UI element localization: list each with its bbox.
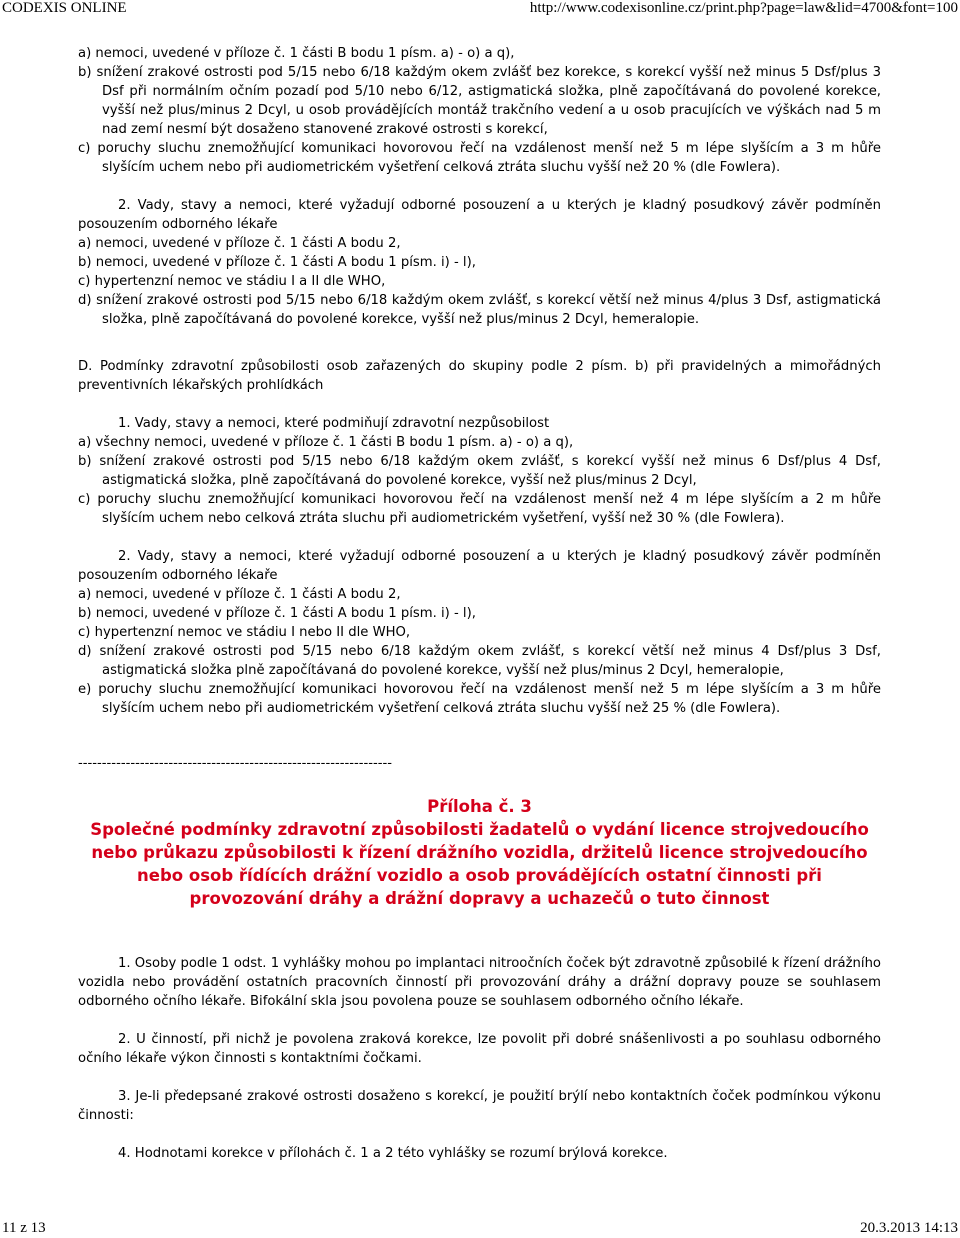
list-item: e) poruchy sluchu znemožňující komunikaci hovorovou řečí na vzdálenost menší než 5 m lépe slyšícím a 3 m hůře slyšícím uchem nebo při audiometrickém vyšetření celková ztráta sluchu vyšší než 25 % (dle Fowlera). [78, 682, 881, 716]
annex-label: Příloha č. 3 [427, 797, 532, 816]
annex-title: Společné podmínky zdravotní způsobilosti žadatelů o vydání licence strojvedoucího nebo průkazu způsobilosti k řízení drážního vozidla, držitelů licence strojvedoucího nebo osob řídících drážní vozidlo a osob provádějících ostatní činnosti při provozování dráhy a drážní dopravy a uchazečů o tuto činnost [90, 820, 869, 908]
section-heading: 2. Vady, stavy a nemoci, které vyžadují odborné posouzení a u kterých je kladný posudkový závěr podmíněn posouzením odborného lékaře [78, 198, 881, 232]
print-header [0, 0, 960, 20]
list-item: a) nemoci, uvedené v příloze č. 1 části A bodu 2, [78, 236, 401, 251]
list-item: a) nemoci, uvedené v příloze č. 1 části A bodu 2, [78, 587, 401, 602]
subsection-heading: 1. Vady, stavy a nemoci, které podmiňují zdravotní nezpůsobilost [118, 416, 550, 431]
list-item: b) nemoci, uvedené v příloze č. 1 části A bodu 1 písm. i) - l), [78, 255, 476, 270]
list-item: b) snížení zrakové ostrosti pod 5/15 nebo 6/18 každým okem zvlášť bez korekce, s korekcí vyšší než minus 5 Dsf/plus 3 Dsf při normálním očním pozadí pod 5/10 nebo 6/12, astigmatická složka, plně započítávaná do povolené korekce, vyšší než plus/minus 2 Dcyl, u osob provádějících montáž trakčního vedení a u osob pracujících ve výškách nad 5 m nad zemí nesmí být dosaženo stanovené zrakové ostrosti s korekcí, [78, 65, 881, 137]
list-item: b) snížení zrakové ostrosti pod 5/15 nebo 6/18 každým okem zvlášť, s korekcí vyšší než minus 6 Dsf/plus 4 Dsf, astigmatická složka, plně započítávaná do povolené korekce, vyšší než plus/minus 2 Dcyl, [78, 454, 881, 488]
subsection-heading: 2. Vady, stavy a nemoci, které vyžadují odborné posouzení a u kterých je kladný posudkový závěr podmíněn posouzením odborného lékaře [78, 549, 881, 583]
list-item: c) hypertenzní nemoc ve stádiu I a II dle WHO, [78, 274, 386, 289]
print-footer [0, 1220, 960, 1238]
list-item: c) hypertenzní nemoc ve stádiu I nebo II dle WHO, [78, 625, 411, 640]
print-datetime: 20.3.2013 14:13 [860, 1220, 958, 1236]
list-item: c) poruchy sluchu znemožňující komunikaci hovorovou řečí na vzdálenost menší než 4 m lépe slyšícím a 2 m hůře slyšícím uchem nebo celková ztráta sluchu při audiometrickém vyšetření, vyšší než 30 % (dle Fowlera). [78, 492, 881, 526]
list-item: a) všechny nemoci, uvedené v příloze č. 1 části B bodu 1 písm. a) - o) a q), [78, 435, 574, 450]
paragraph: 2. U činností, při nichž je povolena zraková korekce, lze povolit při dobré snášenlivosti a po souhlasu odborného očního lékaře výkon činnosti s kontaktními čočkami. [78, 1032, 881, 1066]
list-item: d) snížení zrakové ostrosti pod 5/15 nebo 6/18 každým okem zvlášť, s korekcí větší než minus 4 Dsf/plus 3 Dsf, astigmatická složka plně započítávaná do povolené korekce, vyšší než plus/minus 2 Dcyl, hemeralopie, [78, 644, 881, 678]
document-body [78, 44, 881, 1163]
paragraph: 1. Osoby podle 1 odst. 1 vyhlášky mohou po implantaci nitroočních čoček být zdravotně způsobilé k řízení drážního vozidla nebo provádění ostatních pracovních činností při provozování dráhy a drážní dopravy pouze se souhlasem odborného očního lékaře. Bifokální skla jsou povolena pouze se souhlasem odborného očního lékaře. [78, 956, 881, 1009]
list-item: d) snížení zrakové ostrosti pod 5/15 nebo 6/18 každým okem zvlášť, s korekcí větší než minus 4/plus 3 Dsf, astigmatická složka, plně započítávaná do povolené korekce, vyšší než plus/minus 2 Dcyl, hemeralopie. [78, 293, 881, 327]
site-name: CODEXIS ONLINE [2, 0, 127, 16]
page-number: 11 z 13 [2, 1220, 46, 1236]
separator-line: ------------------------------------------------------------------ [78, 756, 393, 771]
list-item: a) nemoci, uvedené v příloze č. 1 části B bodu 1 písm. a) - o) a q), [78, 46, 515, 61]
paragraph: 3. Je-li předepsané zrakové ostrosti dosaženo s korekcí, je použití brýlí nebo kontaktních čoček podmínkou výkonu činnosti: [78, 1089, 881, 1123]
section-heading: D. Podmínky zdravotní způsobilosti osob zařazených do skupiny podle 2 písm. b) při pravidelných a mimořádných preventivních lékařských prohlídkách [78, 359, 881, 393]
paragraph: 4. Hodnotami korekce v přílohách č. 1 a 2 této vyhlášky se rozumí brýlová korekce. [118, 1146, 668, 1161]
page-url: http://www.codexisonline.cz/print.php?page=law&lid=4700&font=100 [529, 0, 958, 16]
list-item: c) poruchy sluchu znemožňující komunikaci hovorovou řečí na vzdálenost menší než 5 m lépe slyšícím a 3 m hůře slyšícím uchem nebo při audiometrickém vyšetření celková ztráta sluchu vyšší než 20 % (dle Fowlera). [78, 141, 881, 175]
list-item: b) nemoci, uvedené v příloze č. 1 části A bodu 1 písm. i) - l), [78, 606, 476, 621]
